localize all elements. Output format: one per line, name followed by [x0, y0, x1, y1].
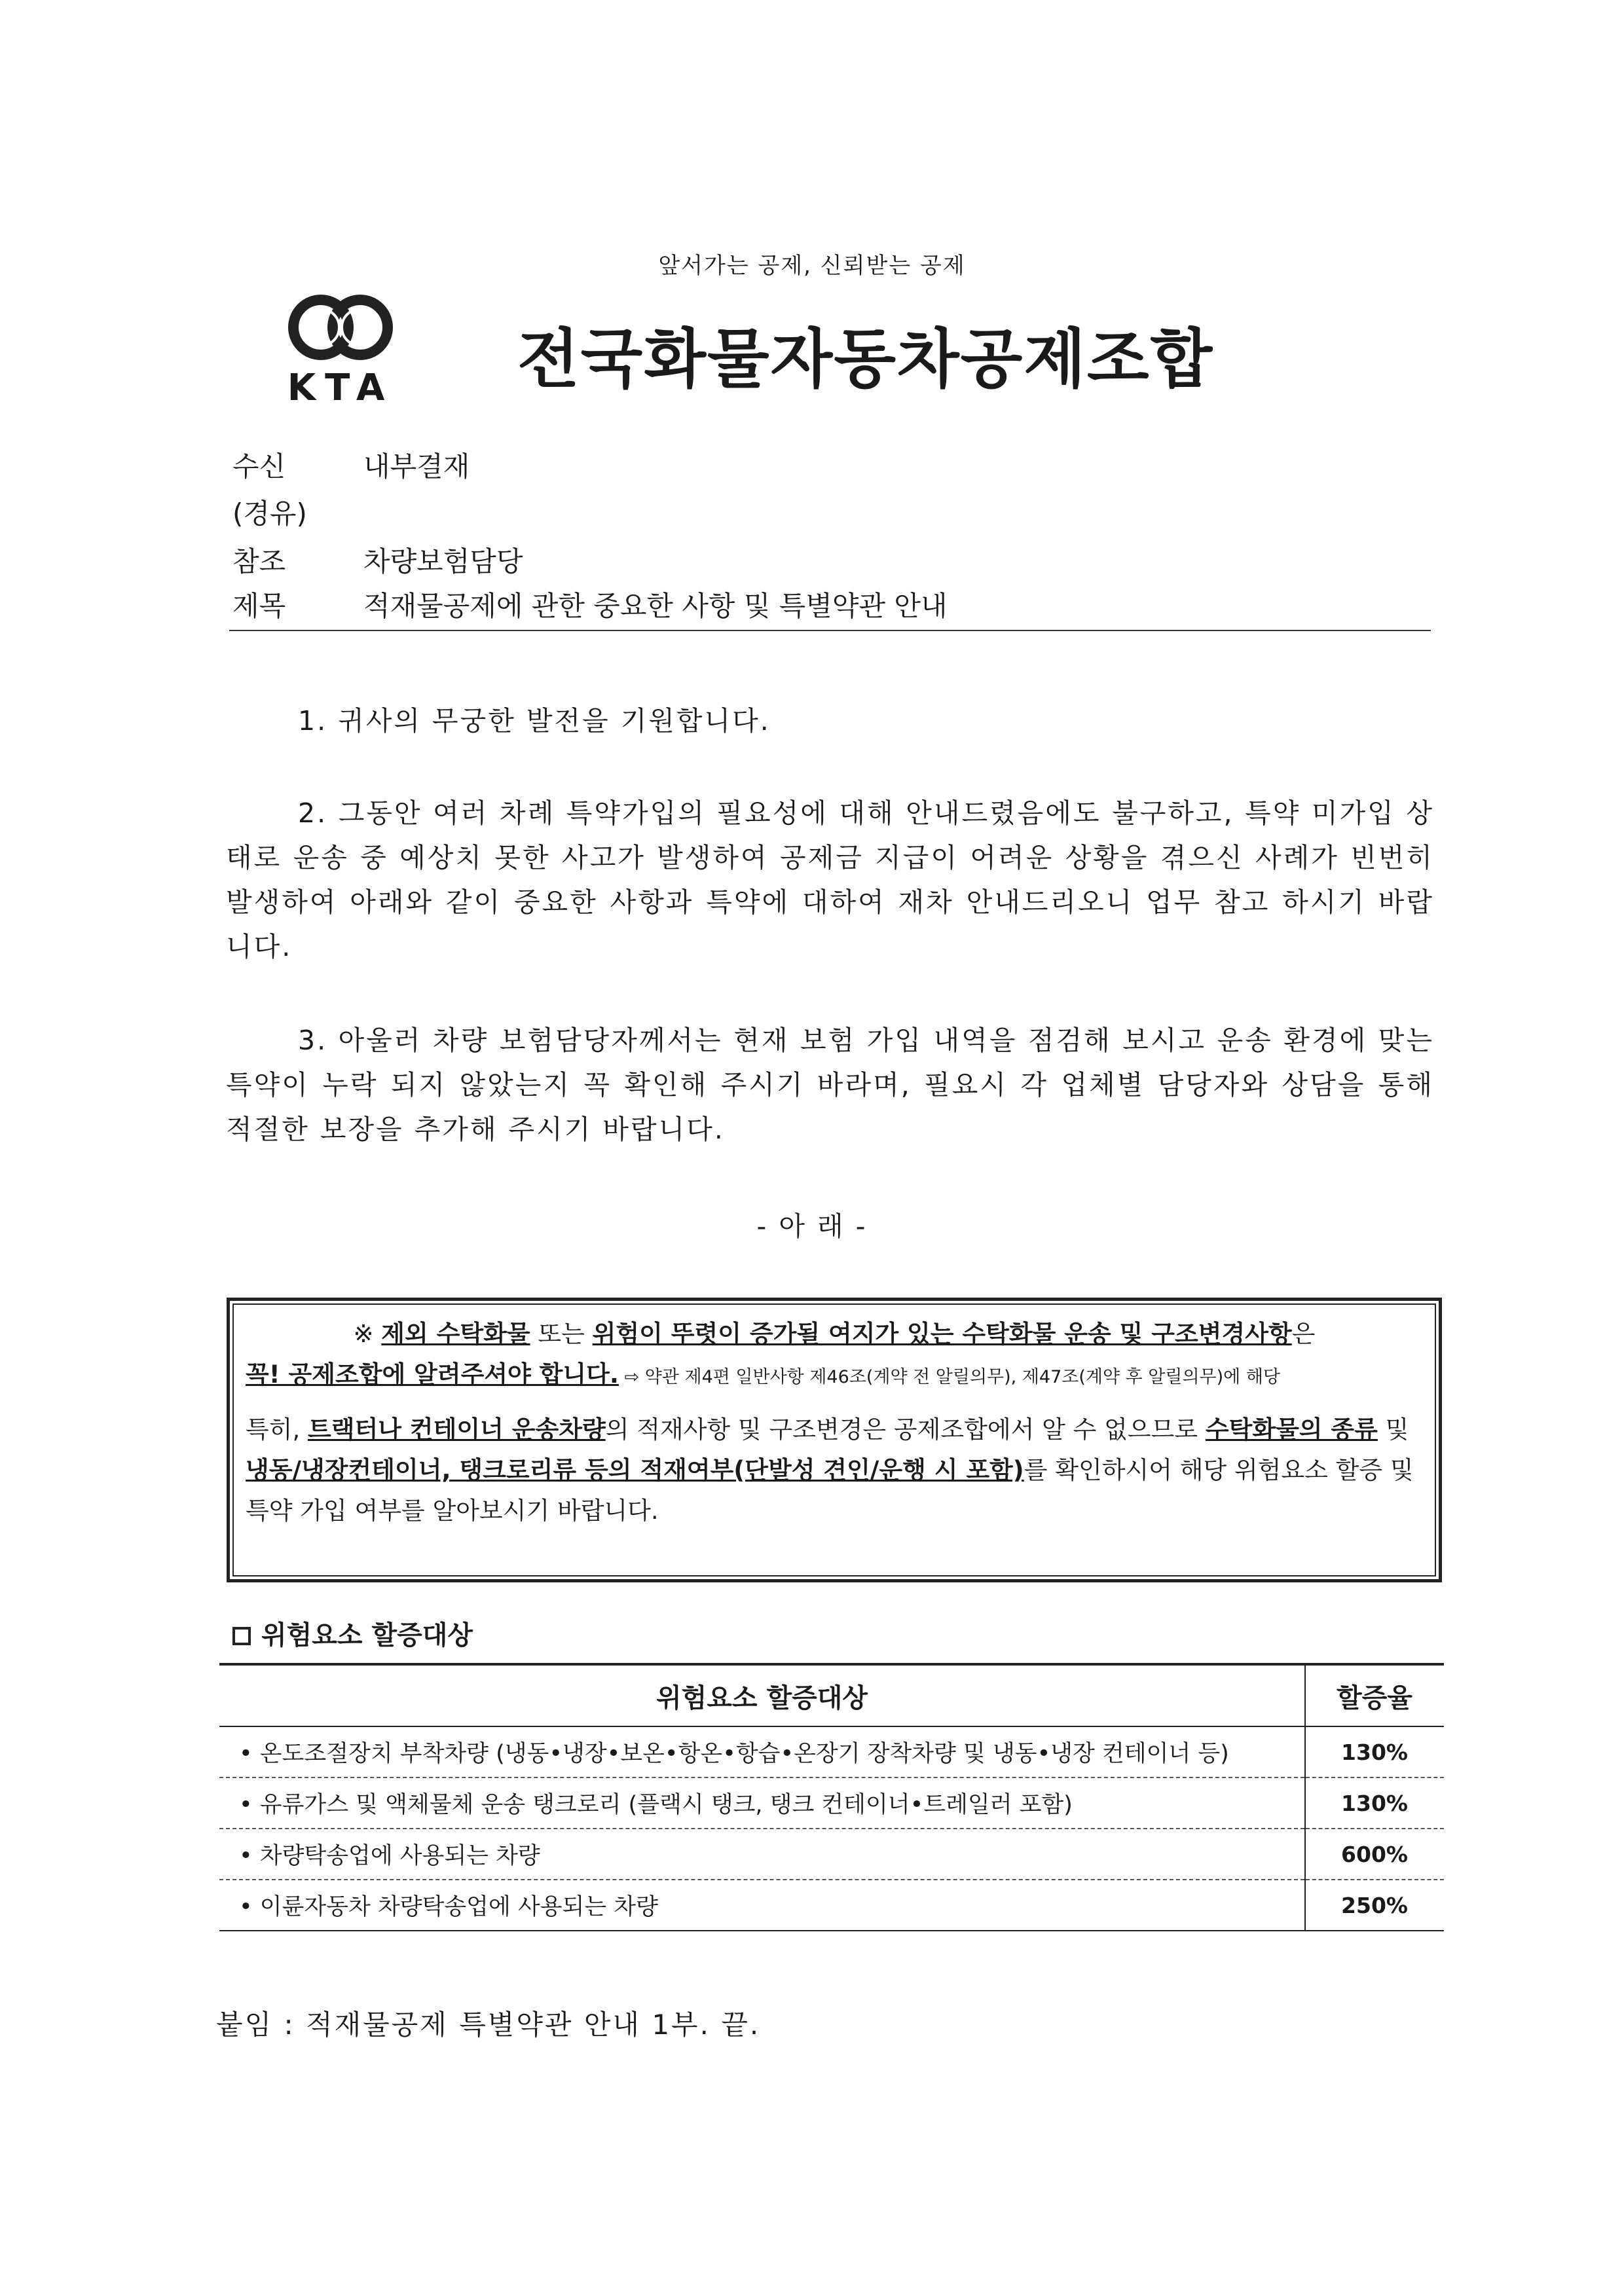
row-rate: 130% — [1305, 1726, 1444, 1777]
logo-text: KTA — [287, 367, 394, 409]
via-row — [232, 492, 363, 532]
reference-label: 참조 — [232, 545, 286, 577]
notice-container-tank: 냉동/냉장컨테이너, 탱크로리류 등의 적재여부(단발성 견인/운행 시 포함) — [246, 1456, 1024, 1484]
organization-name: 전국화물자동차공제조합 — [517, 321, 1214, 397]
notice-text: 특히, — [246, 1415, 308, 1444]
notice-risk-cargo: 위험이 뚜렷이 증가될 여지가 있는 수탁화물 운송 및 구조변경사항 — [592, 1320, 1292, 1348]
header-divider — [229, 630, 1431, 631]
table-header-row — [219, 1664, 1444, 1726]
paragraph-3: 3. 아울러 차량 보험담당자께서는 현재 보험 가입 내역을 점검해 보시고 운송 환경에 맞는 특약이 누락 되지 않았는지 꼭 확인해 주시기 바라며, 필요시 각 업체별 담당자와 상담을 통해 적절한 보장을 추가해 주시기 바랍니다. — [226, 1025, 1434, 1145]
notice-text: 를 확인하시어 해당 위험요소 할증 및 특약 가입 여부를 알아보시기 바랍니다. — [246, 1456, 1414, 1525]
notice-tractor-container: 트랙터나 컨테이너 운송차량 — [308, 1415, 606, 1444]
notice-line-1 — [246, 1314, 1423, 1355]
row-item: • 차량탁송업에 사용되는 차량 — [219, 1829, 1305, 1880]
notice-text: 은 — [1291, 1320, 1316, 1348]
column-header-item: 위험요소 할증대상 — [219, 1664, 1305, 1726]
notice-line-3 — [246, 1410, 1423, 1531]
section-title — [232, 1614, 473, 1652]
recipient-row — [232, 445, 470, 484]
row-item: • 이륜자동차 차량탁송업에 사용되는 차량 — [219, 1880, 1305, 1931]
checkbox-square-icon — [232, 1627, 251, 1645]
reference-value: 차량보험담당 — [363, 545, 523, 577]
table-row — [219, 1777, 1444, 1829]
notice-text: 의 적재사항 및 구조변경은 공제조합에서 알 수 없으므로 — [605, 1415, 1206, 1444]
notice-must-notify: 꼭! 공제조합에 알려주셔야 합니다. — [246, 1360, 619, 1389]
notice-text: 또는 — [530, 1320, 593, 1348]
reference-row — [232, 540, 523, 579]
table-row — [219, 1726, 1444, 1777]
paragraph-2: 2. 그동안 여러 차례 특약가입의 필요성에 대해 안내드렸음에도 불구하고, 특약 미가입 상태로 운송 중 예상치 못한 사고가 발생하여 공제금 지급이 어려운 상황을 겪으신 사례가 빈번히 발생하여 아래와 같이 중요한 사항과 특약에 대하여 재차 안내드리오니 업무 참고 하시기 바랍니다. — [226, 797, 1434, 962]
notice-clause-reference: ⇨ 약관 제4편 일반사항 제46조(계약 전 알릴의무), 제47조(계약 후 알릴의무)에 해당 — [618, 1367, 1280, 1387]
column-header-rate: 할증율 — [1305, 1664, 1444, 1726]
notice-cargo-type: 수탁화물의 종류 — [1205, 1415, 1378, 1444]
notice-box — [227, 1298, 1442, 1582]
attachment-note: 붙임 : 적재물공제 특별약관 안내 1부. 끝. — [216, 2009, 761, 2041]
notice-excluded-cargo: 제외 수탁화물 — [381, 1320, 530, 1348]
row-rate: 130% — [1305, 1777, 1444, 1829]
table-row — [219, 1880, 1444, 1931]
surcharge-table — [219, 1663, 1444, 1931]
slogan: 앞서가는 공제, 신뢰받는 공제 — [658, 253, 966, 279]
row-rate: 600% — [1305, 1829, 1444, 1880]
notice-mark: ※ — [353, 1320, 382, 1348]
subject-row — [232, 585, 948, 624]
table-row — [219, 1829, 1444, 1880]
recipient-value: 내부결재 — [363, 450, 470, 483]
row-item: • 유류가스 및 액체물체 운송 탱크로리 (플랙시 탱크, 탱크 컨테이너•트레일러 포함) — [219, 1777, 1305, 1829]
section-title-text: 위험요소 할증대상 — [261, 1620, 473, 1650]
subject-value: 적재물공제에 관한 중요한 사항 및 특별약관 안내 — [363, 590, 948, 622]
notice-line-2 — [246, 1355, 1423, 1398]
row-rate: 250% — [1305, 1880, 1444, 1931]
paragraph-1: 1. 귀사의 무궁한 발전을 기원합니다. — [298, 705, 771, 737]
notice-text: 및 — [1377, 1415, 1409, 1444]
below-heading: - 아 래 - — [756, 1211, 868, 1242]
subject-label: 제목 — [232, 590, 286, 622]
recipient-label: 수신 — [232, 450, 286, 483]
row-item: • 온도조절장치 부착차량 (냉동•냉장•보온•항온•항습•온장기 장착차량 및 냉동•냉장 컨테이너 등) — [219, 1726, 1305, 1777]
via-label: (경유) — [232, 498, 307, 530]
